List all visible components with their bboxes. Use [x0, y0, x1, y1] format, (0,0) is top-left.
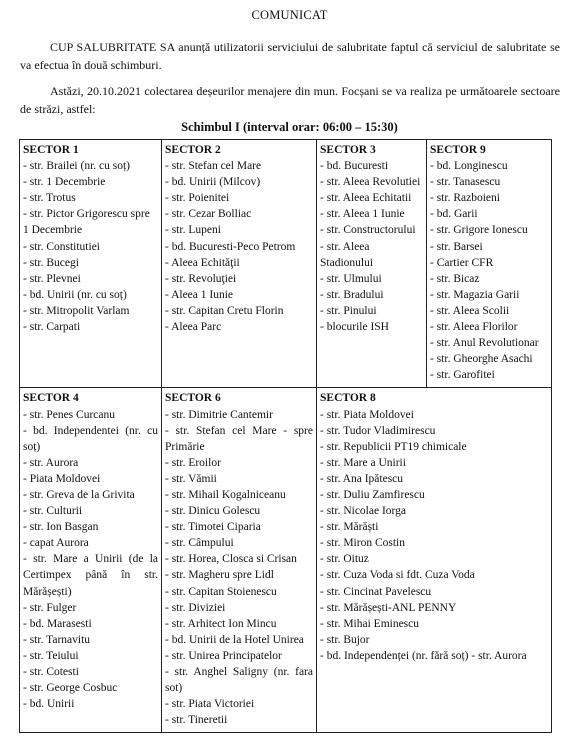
street-item: - str. Dinicu Golescu [165, 505, 261, 518]
street-item: - str. Câmpului [165, 537, 234, 550]
sector-heading: SECTOR 4 [23, 392, 79, 405]
street-item: - str. Revoluţiei [165, 272, 237, 285]
street-item: - str. Poienitei [165, 192, 230, 205]
street-item: - str. Razboieni [430, 192, 500, 205]
street-item: - Aleea 1 Iunie [165, 288, 234, 301]
street-item: - str. Brailei (nr. cu soț) [23, 160, 130, 173]
street-item: - str. Timotei Ciparia [165, 521, 261, 534]
street-item: - str. Culturii [23, 505, 83, 518]
street-item: - str. Mitropolit Varlam [23, 304, 130, 317]
street-item: - str. Dimitrie Cantemir [165, 408, 273, 421]
sector-cell [20, 388, 162, 733]
street-item: - str. Mare a Unirii [320, 456, 406, 469]
street-item: - str. Grigore Ionescu [430, 224, 528, 237]
street-item: - str. Aleea Revolutiei [320, 176, 421, 189]
street-item: - str. Bradului [320, 288, 384, 301]
street-item: - str. Constructorului [320, 224, 416, 237]
street-item: - bd. Independentei (nr. cu soț) [23, 424, 158, 453]
street-item: - bd. Bucuresti-Peco Petrom [165, 240, 296, 253]
street-item: - str. Diviziei [165, 601, 226, 614]
table-row [20, 388, 552, 733]
street-item: - str. Bicaz [430, 272, 480, 285]
sectors-table [19, 139, 552, 733]
street-item: - bd. Independenței (nr. fără soț) - str. Aurora [320, 649, 527, 662]
street-item: - str. Vămii [165, 472, 217, 485]
street-item: - str. Oituz [320, 553, 369, 566]
street-item: - str. Magazia Garii [430, 288, 520, 301]
street-item: - str. Tanasescu [430, 176, 501, 189]
street-item: - str. George Cosbuc [23, 682, 118, 695]
date-paragraph: Astăzi, 20.10.2021 colectarea deșeurilor menajere din mun. Focșani se va realiza pe următoarele sectoare de străzi, astfel: [20, 84, 560, 116]
street-item: - str. Tudor Vladimirescu [320, 424, 436, 437]
street-item: - str. Greva de la Grivita [23, 488, 135, 501]
street-item: - bd. Bucuresti [320, 160, 389, 173]
street-item: - str. Mărășești-ANL PENNY [320, 601, 457, 614]
sector-heading: SECTOR 6 [165, 392, 221, 405]
street-item: - str. Aurora [23, 456, 79, 469]
street-item: - str. Piata Moldovei [320, 408, 414, 421]
street-item: - str. Miron Costin [320, 537, 405, 550]
street-item: - str. Anul Revolutionar [430, 337, 539, 350]
street-item: - str. Mărăști [320, 521, 379, 534]
street-item: - str. Pinului [320, 304, 377, 317]
street-item: - Piata Moldovei [23, 472, 101, 485]
sector-heading: SECTOR 8 [320, 392, 376, 405]
sector-heading: SECTOR 9 [430, 144, 486, 156]
sector-heading: SECTOR 3 [320, 144, 376, 156]
street-item: - bd. Longinescu [430, 160, 508, 173]
street-item: - str. Duliu Zamfirescu [320, 488, 425, 501]
street-item: - str. Mihai Eminescu [320, 617, 420, 630]
street-item: - str. Ulmului [320, 272, 382, 285]
street-item: - str. Lupeni [165, 224, 221, 237]
table-row [20, 140, 552, 388]
street-item: - str. Tarnavitu [23, 633, 91, 646]
street-item: - str. Eroilor [165, 456, 221, 469]
street-item: - str. Garofitei [430, 369, 495, 382]
street-item: - str. Capitan Cretu Florin [165, 304, 284, 317]
street-item: - str. Plevnei [23, 272, 81, 285]
street-item: - str. Piata Victoriei [165, 698, 255, 711]
sector-cell [162, 388, 317, 733]
street-item: - str. Cuza Voda si fdt. Cuza Voda [320, 569, 475, 582]
street-item: - bd. Unirii (Milcov) [165, 176, 261, 189]
sector-cell [317, 388, 552, 733]
street-item: - str. Aleea Stadionului [320, 240, 374, 269]
street-item: - str. Teiului [23, 649, 79, 662]
street-item: - str. Aleea Scolii [430, 304, 510, 317]
street-item: - bd. Unirii (nr. cu soț) [23, 288, 127, 301]
street-item: - str. Ana Ipătescu [320, 472, 404, 485]
sector-cell [317, 140, 427, 388]
street-item: - str. Aleea 1 Iunie [320, 208, 405, 221]
street-item: - str. Tineretii [165, 714, 228, 727]
street-item: - str. Constitutiei [23, 240, 100, 253]
street-item: - str. Aleea Echitatii [320, 192, 412, 205]
street-item: - Aleea Parc [165, 321, 222, 334]
street-item: - str. Mare a Unirii (de la Certimpex până în str. Mărășești) [23, 553, 158, 598]
street-item: - str. Horea, Closca si Crisan [165, 553, 297, 566]
document-title: COMUNICAT [251, 8, 328, 22]
street-item: - str. Cincinat Pavelescu [320, 585, 432, 598]
street-item: - str. Arhitect Ion Mincu [165, 617, 277, 630]
street-item: - capat Aurora [23, 537, 89, 550]
street-item: - str. Penes Curcanu [23, 408, 115, 421]
sector-heading: SECTOR 2 [165, 144, 221, 156]
street-item: - str. Nicolae Iorga [320, 505, 407, 518]
street-item: - str. Republicii PT19 chimicale [320, 440, 467, 453]
street-item: - str. Magheru spre Lidl [165, 569, 274, 582]
street-item: - Cartier CFR [430, 256, 494, 269]
street-item: - str. Cotesti [23, 666, 79, 678]
shift-title: Schimbul I (interval orar: 06:00 – 15:30) [181, 120, 398, 134]
street-item: - bd. Unirii de la Hotel Unirea [165, 633, 304, 646]
sector-cell [20, 140, 162, 388]
street-item: - str. Trotus [23, 192, 76, 205]
street-item: - str. Stefan cel Mare - spre Primărie [165, 424, 313, 453]
street-item: - str. Mihail Kogalniceanu [165, 488, 286, 501]
street-item: - str. Ion Basgan [23, 521, 99, 534]
street-item: - bd. Garii [430, 208, 478, 221]
street-item: - str. Gheorghe Asachi [430, 353, 533, 366]
street-item: - str. 1 Decembrie [23, 176, 106, 189]
street-item: - str. Cezar Bolliac [165, 208, 252, 221]
street-item: - str. Stefan cel Mare [165, 160, 262, 173]
street-item: - str. Capitan Stoienescu [165, 585, 277, 598]
sector-cell [162, 140, 317, 388]
street-item: - bd. Unirii [23, 698, 75, 711]
street-item: - str. Fulger [23, 601, 77, 614]
intro-paragraph: CUP SALUBRITATE SA anunță utilizatorii serviciului de salubritate faptul că serviciul de salubritate se va efectua în două schimburi. [20, 40, 560, 72]
street-item: - str. Carpati [23, 321, 81, 334]
street-item: - Aleea Echităţii [165, 256, 240, 269]
street-item: - str. Bucegi [23, 256, 79, 269]
sector-cell [427, 140, 552, 388]
street-item: - str. Aleea Florilor [430, 321, 518, 334]
street-item: - blocurile ISH [320, 321, 389, 334]
street-item: - str. Barsei [430, 240, 483, 253]
sector-heading: SECTOR 1 [23, 144, 79, 156]
street-item: - str. Pictor Grigorescu spre 1 Decembrie [23, 208, 150, 237]
street-item: - bd. Marasesti [23, 617, 92, 630]
street-item: - str. Unirea Principatelor [165, 649, 282, 662]
street-item: - str. Bujor [320, 633, 370, 646]
street-item: - str. Anghel Saligny (nr. fara sot) [165, 666, 313, 695]
